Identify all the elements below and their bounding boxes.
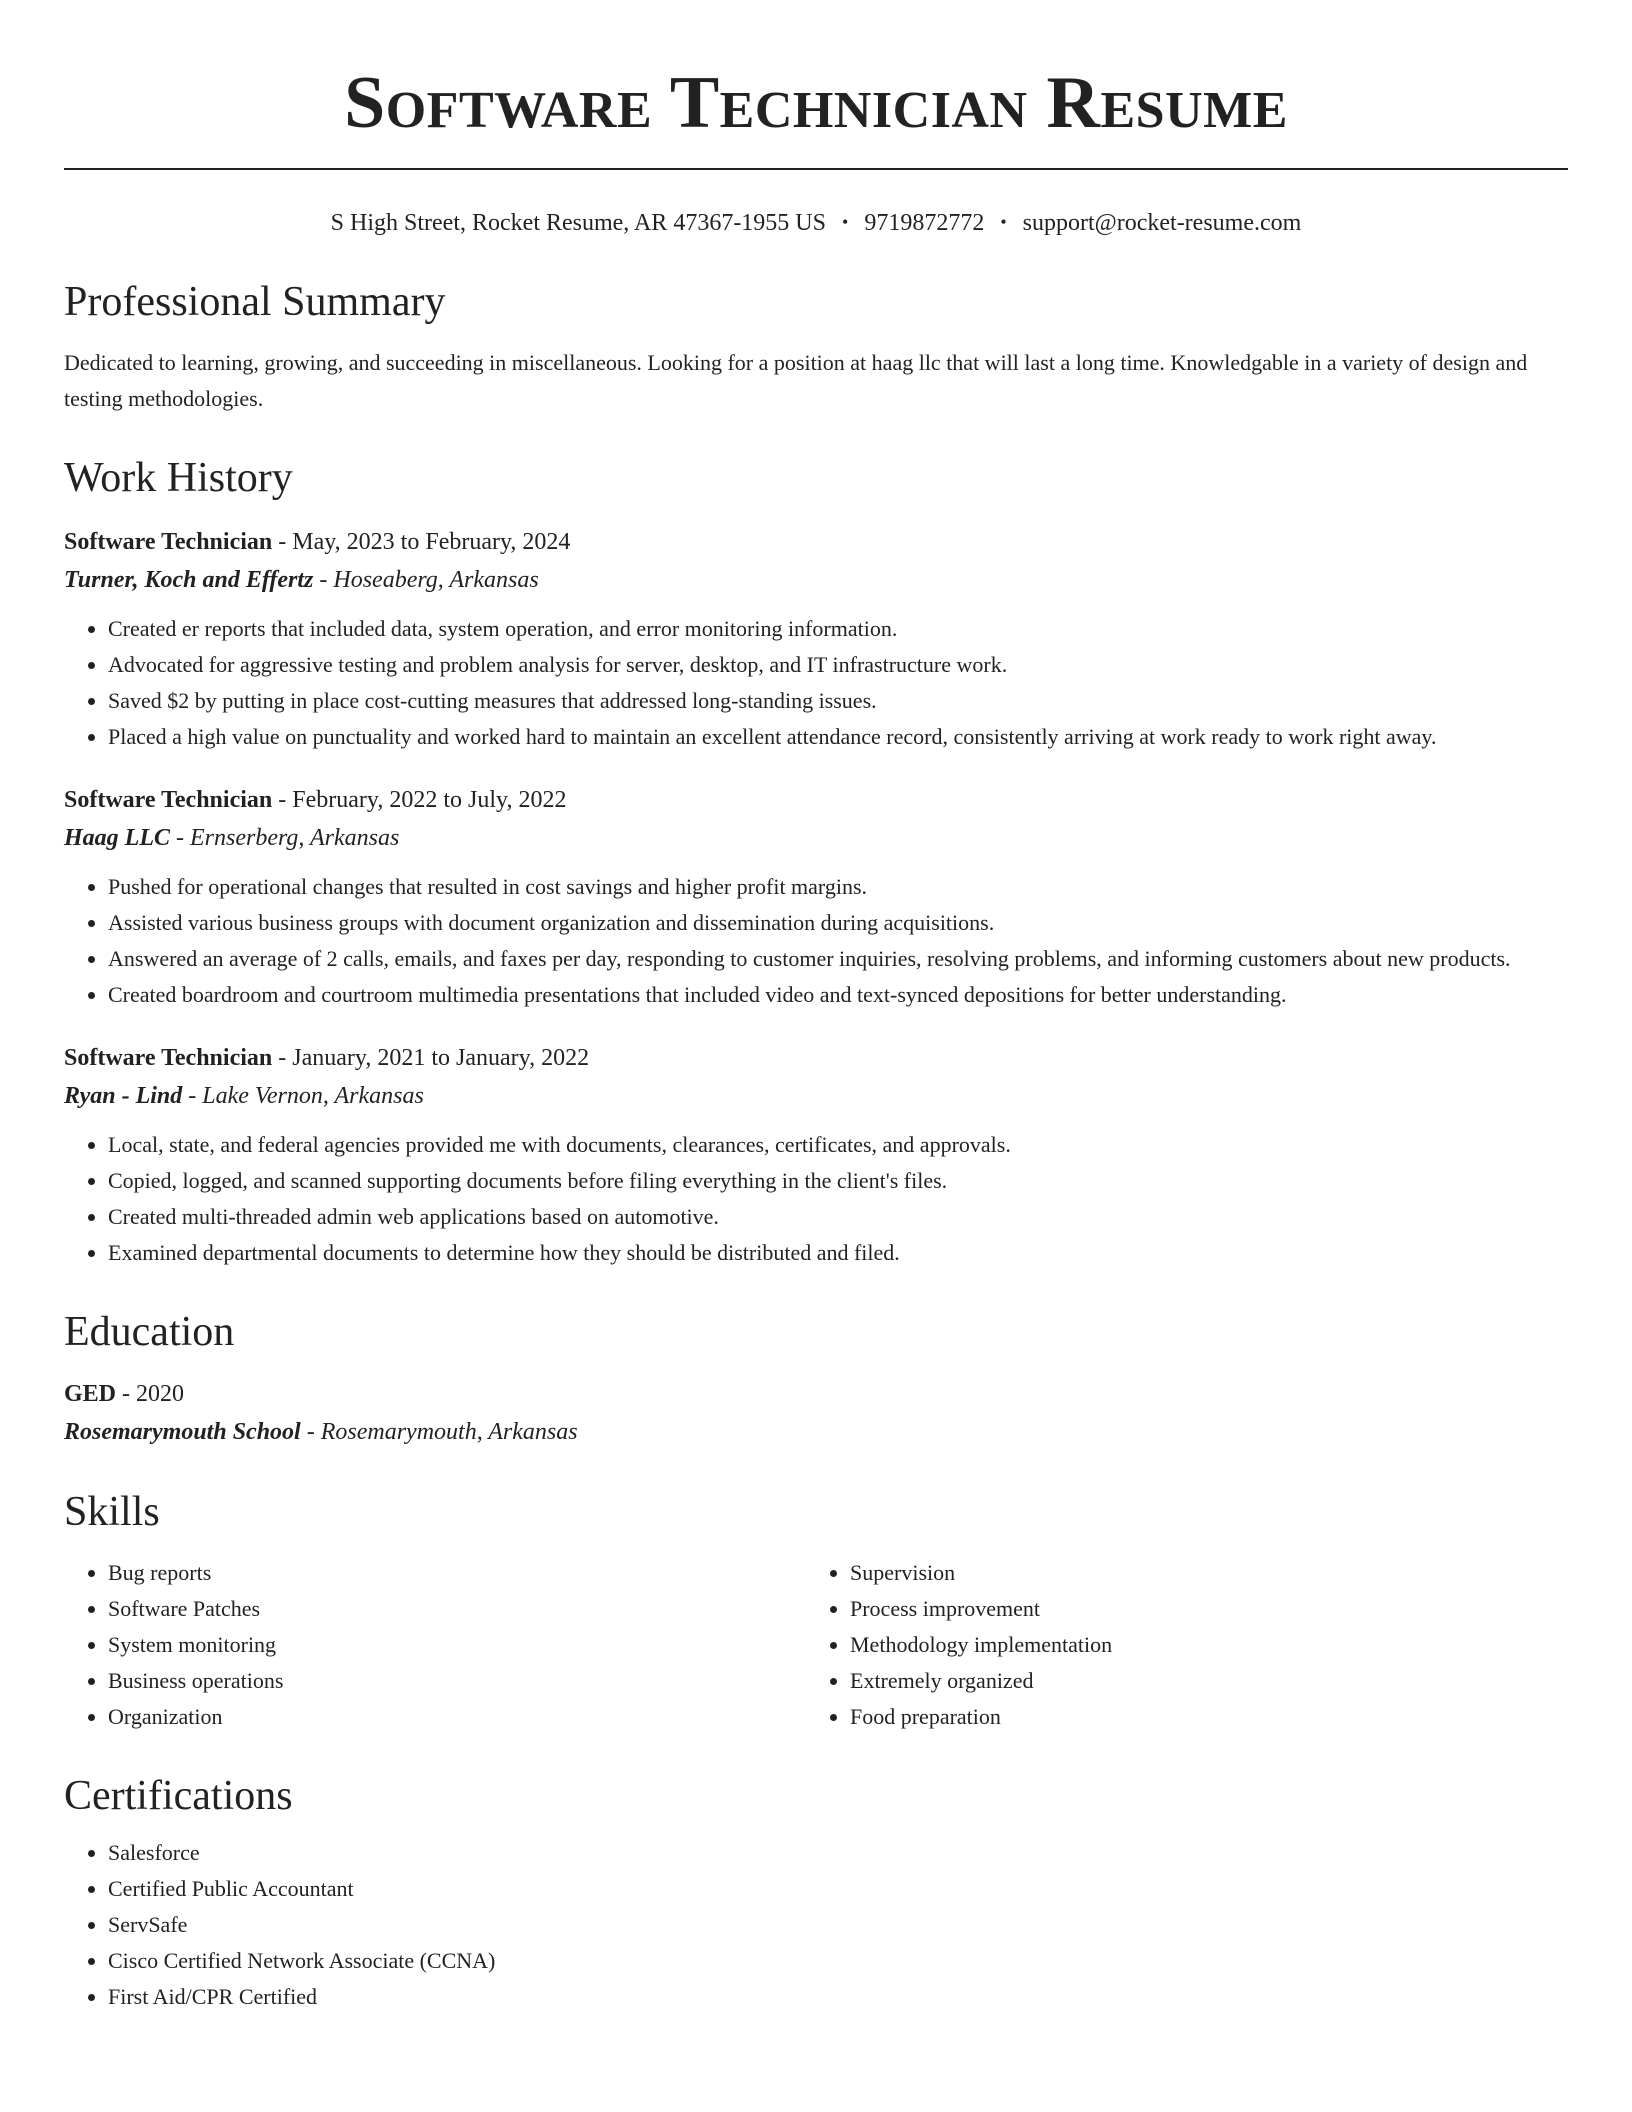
job-entry: [64, 1039, 1568, 1271]
skills-columns: [64, 1555, 1568, 1735]
education-school-line: [64, 1413, 1568, 1451]
job-location: - Lake Vernon, Arkansas: [182, 1083, 424, 1109]
job-dates: - January, 2021 to January, 2022: [272, 1045, 590, 1071]
summary-section: [64, 275, 1568, 417]
skill-item: • Business operations: [108, 1663, 806, 1699]
job-bullet: • Copied, logged, and scanned supporting documents before filing everything in the client's files.: [108, 1163, 1568, 1199]
job-bullet: • Local, state, and federal agencies provided me with documents, clearances, certificates, and approvals.: [108, 1127, 1568, 1163]
work-history-section: [64, 451, 1568, 1271]
skill-item: • System monitoring: [108, 1627, 806, 1663]
skill-item: • Bug reports: [108, 1555, 806, 1591]
certifications-heading: Certifications: [64, 1773, 293, 1819]
job-bullets: [64, 611, 1568, 755]
certification-item: • Salesforce: [108, 1835, 1568, 1871]
job-bullet: • Assisted various business groups with document organization and dissemination during acquisitions.: [108, 905, 1568, 941]
contact-separator: •: [1000, 212, 1007, 232]
title-divider: [64, 168, 1568, 174]
job-company-line: [64, 1077, 1568, 1115]
job-bullet: • Pushed for operational changes that resulted in cost savings and higher profit margins.: [108, 869, 1568, 905]
certification-item: • Certified Public Accountant: [108, 1871, 1568, 1907]
skills-section: [64, 1485, 1568, 1735]
skill-item: • Extremely organized: [850, 1663, 1548, 1699]
skills-list-left: [64, 1555, 806, 1735]
certification-item: • Cisco Certified Network Associate (CCNA): [108, 1943, 1568, 1979]
summary-heading: Professional Summary: [64, 279, 446, 325]
job-role: Software Technician: [64, 787, 273, 813]
education-section: [64, 1305, 1568, 1451]
job-bullets: [64, 869, 1568, 1013]
job-company: Turner, Koch and Effertz: [64, 567, 314, 593]
job-role: Software Technician: [64, 1045, 273, 1071]
job-dates: - May, 2023 to February, 2024: [272, 529, 571, 555]
job-company: Haag LLC: [64, 825, 170, 851]
job-dates: - February, 2022 to July, 2022: [272, 787, 567, 813]
work-history-heading: Work History: [64, 455, 293, 501]
skill-item: • Software Patches: [108, 1591, 806, 1627]
contact-line: [64, 206, 1568, 241]
education-year: - 2020: [116, 1381, 185, 1407]
job-bullet: • Saved $2 by putting in place cost-cutting measures that addressed long-standing issues.: [108, 683, 1568, 719]
education-degree: GED: [64, 1381, 117, 1407]
education-degree-line: [64, 1375, 1568, 1413]
job-location: - Ernserberg, Arkansas: [170, 825, 400, 851]
education-location: - Rosemarymouth, Arkansas: [300, 1419, 578, 1445]
skills-heading: Skills: [64, 1489, 160, 1535]
job-role: Software Technician: [64, 529, 273, 555]
job-title-line: [64, 781, 1568, 819]
job-bullet: • Examined departmental documents to determine how they should be distributed and filed.: [108, 1235, 1568, 1271]
skills-list-right: [806, 1555, 1548, 1735]
certifications-section: [64, 1769, 1568, 2015]
job-bullet: • Created er reports that included data, system operation, and error monitoring information.: [108, 611, 1568, 647]
contact-address: S High Street, Rocket Resume, AR 47367-1955 US: [330, 210, 826, 236]
summary-text: Dedicated to learning, growing, and succeeding in miscellaneous. Looking for a position at haag llc that will last a long time. Knowledgable in a variety of design and testing methodologies.: [64, 350, 1528, 411]
skill-item: • Food preparation: [850, 1699, 1548, 1735]
certifications-list: [64, 1835, 1568, 2015]
job-bullet: • Advocated for aggressive testing and problem analysis for server, desktop, and IT infrastructure work.: [108, 647, 1568, 683]
contact-email: support@rocket-resume.com: [1022, 210, 1302, 236]
certification-item: • ServSafe: [108, 1907, 1568, 1943]
skill-item: • Organization: [108, 1699, 806, 1735]
education-heading: Education: [64, 1309, 235, 1355]
job-bullets: [64, 1127, 1568, 1271]
job-bullet: • Placed a high value on punctuality and worked hard to maintain an excellent attendance record, consistently arriving at work ready to work right away.: [108, 719, 1568, 755]
job-title-line: [64, 1039, 1568, 1077]
job-bullet: • Answered an average of 2 calls, emails, and faxes per day, responding to customer inquiries, resolving problems, and informing customers about new products.: [108, 941, 1568, 977]
contact-phone: 9719872772: [864, 210, 985, 236]
job-company: Ryan - Lind: [64, 1083, 183, 1109]
skill-item: • Supervision: [850, 1555, 1548, 1591]
resume-page: [64, 0, 1568, 2015]
job-bullet: • Created boardroom and courtroom multimedia presentations that included video and text-synced depositions for better understanding.: [108, 977, 1568, 1013]
job-location: - Hoseaberg, Arkansas: [313, 567, 539, 593]
job-bullet: • Created multi-threaded admin web applications based on automotive.: [108, 1199, 1568, 1235]
skill-item: • Process improvement: [850, 1591, 1548, 1627]
job-company-line: [64, 561, 1568, 599]
job-entry: [64, 781, 1568, 1013]
job-title-line: [64, 523, 1568, 561]
skill-item: • Methodology implementation: [850, 1627, 1548, 1663]
resume-title: Software Technician Resume: [344, 62, 1288, 144]
job-company-line: [64, 819, 1568, 857]
certification-item: • First Aid/CPR Certified: [108, 1979, 1568, 2015]
contact-separator: •: [842, 212, 849, 232]
education-school: Rosemarymouth School: [64, 1419, 301, 1445]
job-entry: [64, 523, 1568, 755]
